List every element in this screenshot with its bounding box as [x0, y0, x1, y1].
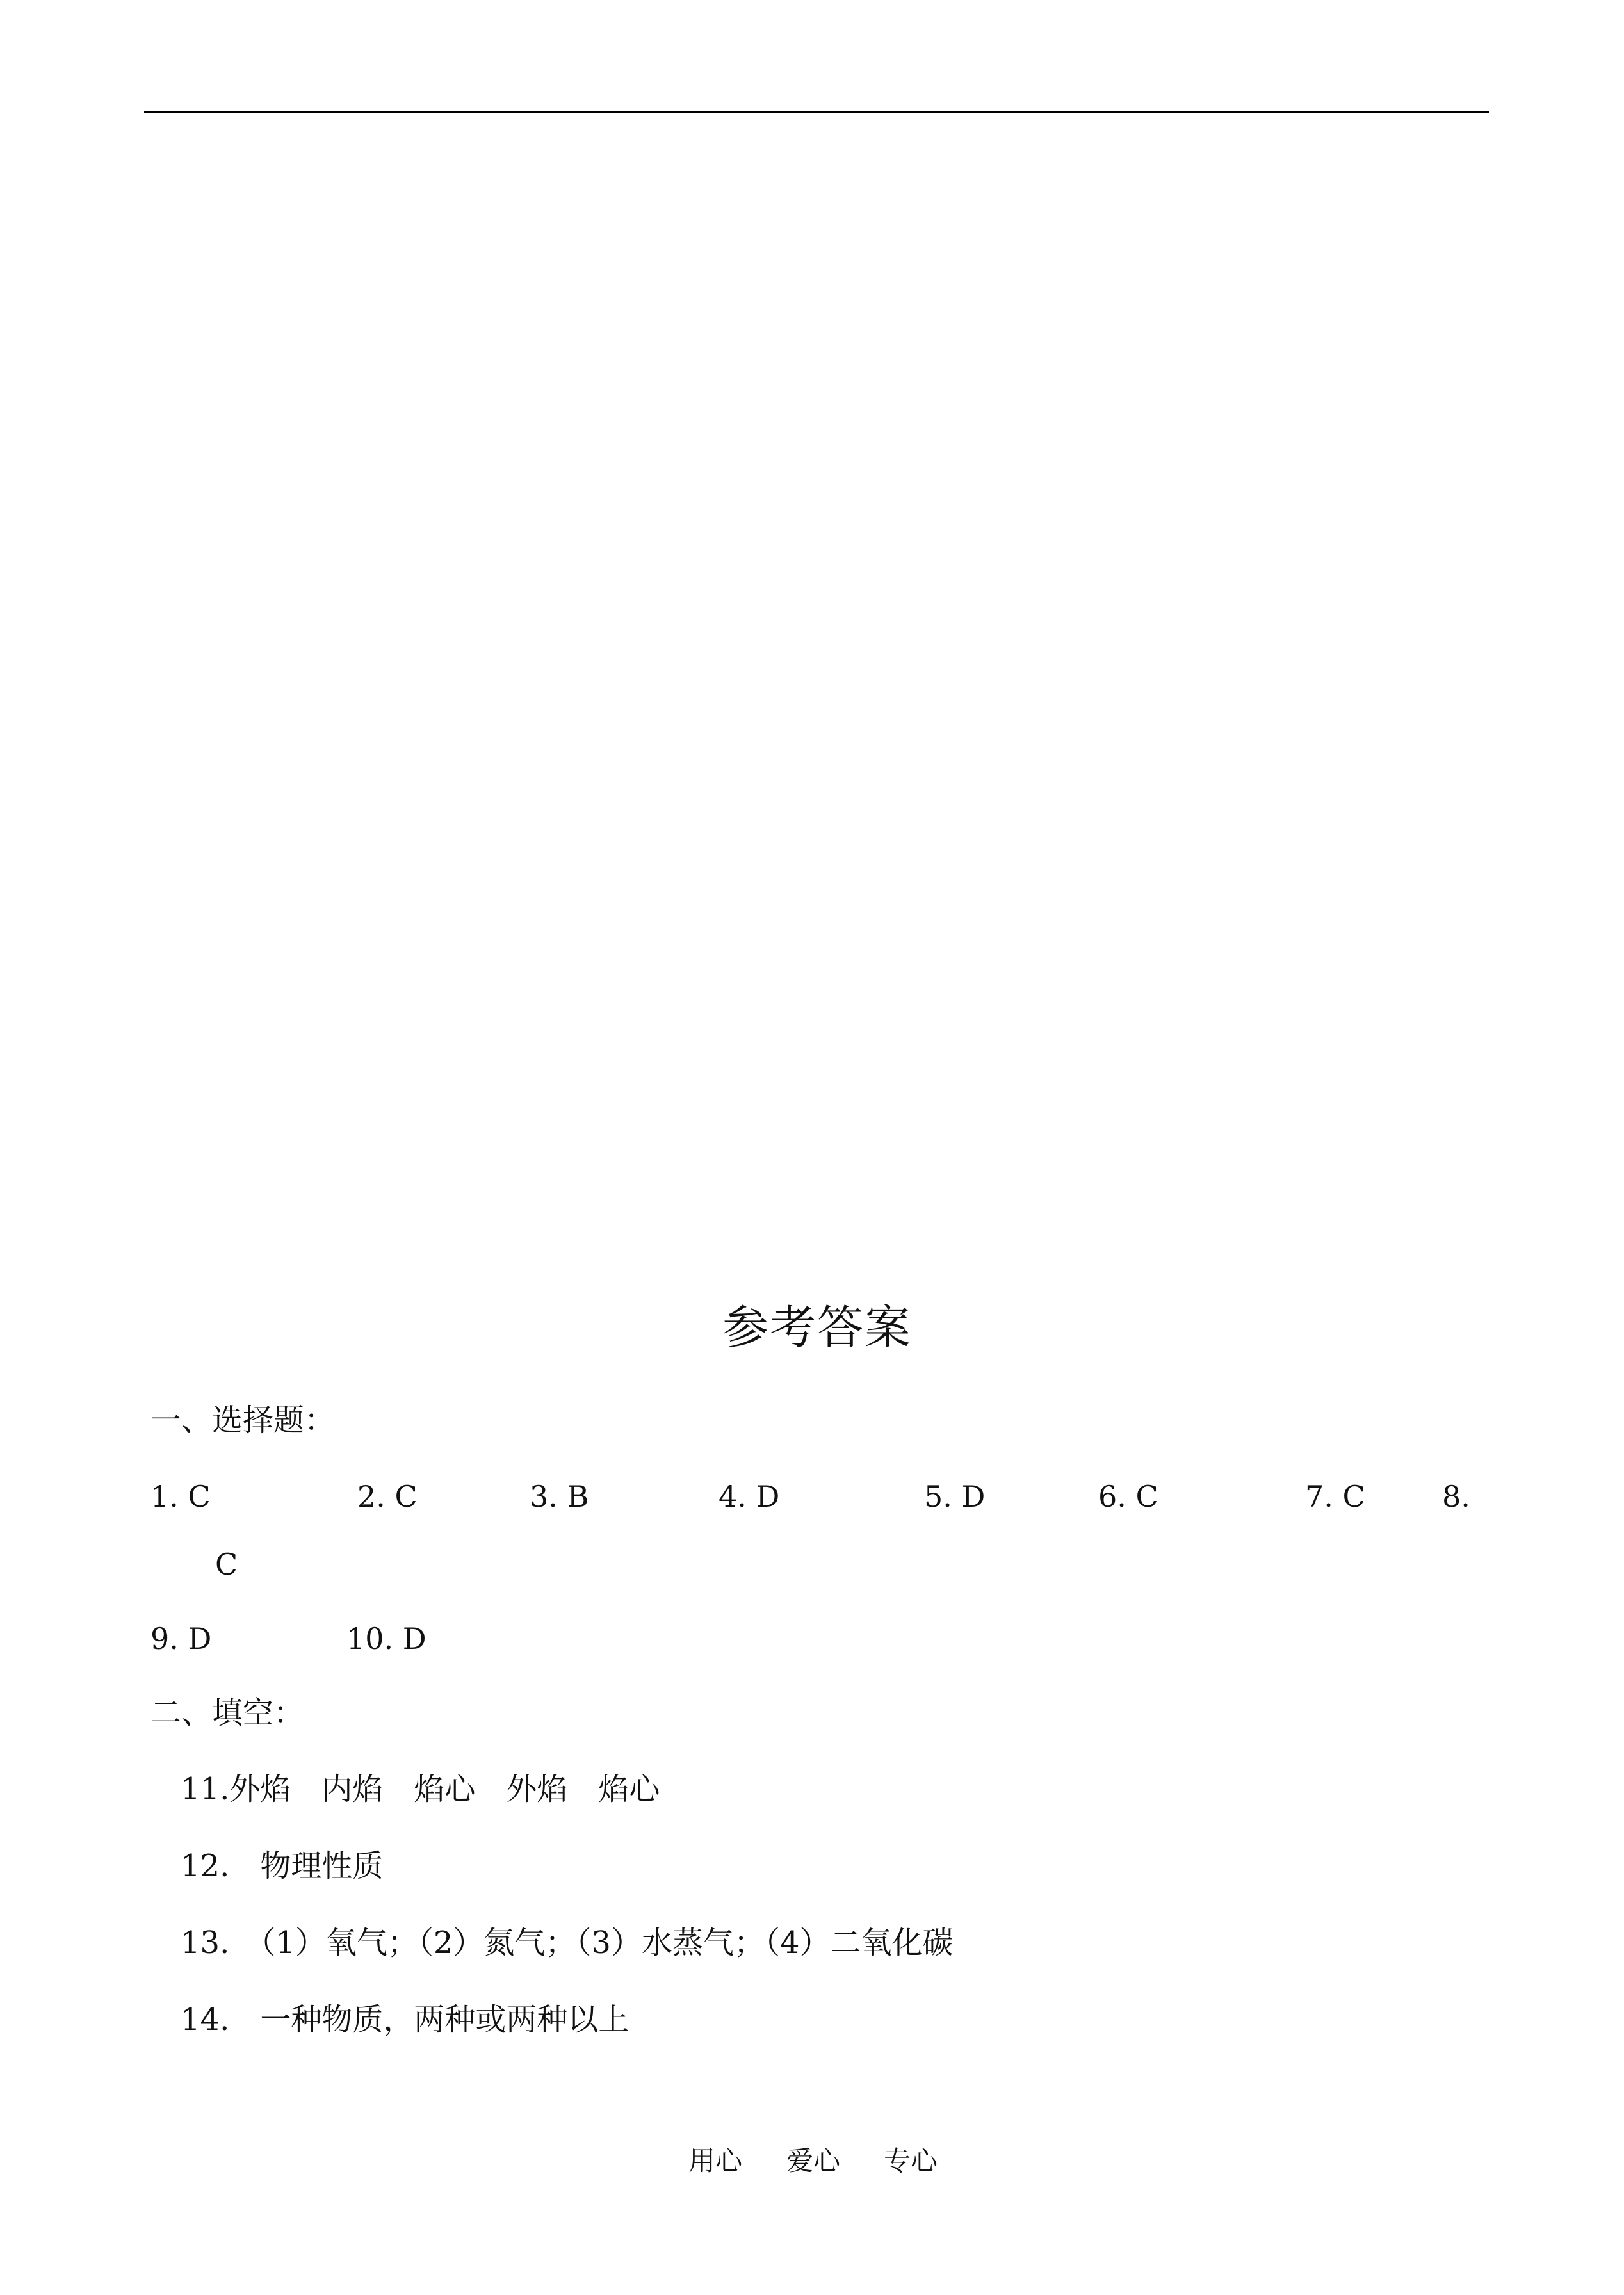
answer-8-number: 8.	[1442, 1479, 1470, 1514]
answer-6: 6. C	[1098, 1479, 1158, 1514]
answer-3: 3. B	[530, 1479, 589, 1514]
header-rule	[144, 111, 1489, 113]
footer-right: 专心	[884, 2145, 938, 2177]
fill-item-12: 12. 物理性质	[181, 1848, 384, 1884]
fill-item-13: 13. （1）氧气；（2）氮气；（3）水蒸气；（4）二氧化碳	[181, 1925, 954, 1961]
fill-item-14: 14. 一种物质，两种或两种以上	[181, 2002, 629, 2038]
answer-5: 5. D	[924, 1479, 986, 1514]
footer-left: 用心	[688, 2145, 743, 2177]
answer-8-letter: C	[215, 1547, 238, 1582]
page-title: 参考答案	[722, 1301, 913, 1354]
answer-10: 10. D	[346, 1621, 426, 1656]
section-heading-choice: 一、选择题：	[150, 1402, 336, 1438]
footer-middle: 爱心	[786, 2145, 841, 2177]
answer-1: 1. C	[150, 1479, 211, 1514]
fill-item-11: 11.外焰 内焰 焰心 外焰 焰心	[181, 1771, 660, 1807]
answer-2: 2. C	[357, 1479, 418, 1514]
answer-4: 4. D	[719, 1479, 780, 1514]
answer-7: 7. C	[1305, 1479, 1365, 1514]
answer-9: 9. D	[150, 1621, 212, 1656]
section-heading-fill: 二、填空：	[150, 1695, 305, 1731]
